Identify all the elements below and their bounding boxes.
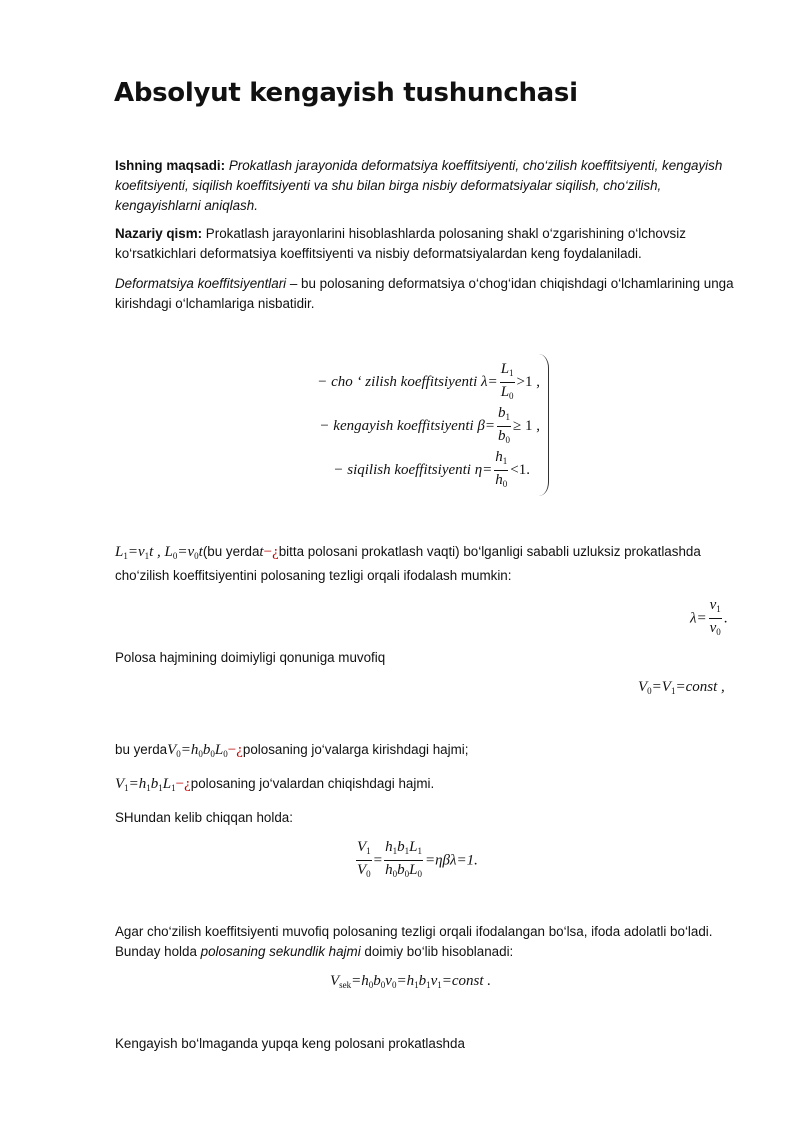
formula-compression: − siqilish koeffitsiyenti η= $\frac{h_1}{h_0}$ <1. — [270, 448, 540, 492]
fraction: $\frac{L_1}{L_0}$ — [500, 360, 514, 401]
formula-elongation: − cho ‘ zilish koeffitsiyenti λ= $\frac{L_1}{L_0}$ >1 , — [270, 360, 540, 404]
last-line: Kengayish bo‘lmaganda yupqa keng polosani prokatlashda — [115, 1036, 465, 1051]
definition-text: – bu polosaning deformatsiya o‘chog‘idan chiqishdagi o‘lchamlarining unga kirishdagi o‘lchamlariga nisbatidir. — [115, 276, 734, 311]
ratio-formula: $\frac{V_1}{V_0}$ = $\frac{h_1b_1L_1}{h_0b_0L_0}$ =ηβλ=1. — [357, 839, 478, 879]
theory-label: Nazariy qism: — [115, 226, 203, 241]
theory-paragraph — [115, 224, 735, 264]
theory-text: Prokatlash jarayonlarini hisoblashlarda polosaning shakl o‘zgarishining o‘lchovsiz ko‘rsatkichlari deformatsiya koeffitsiyenti va nisbiy deformatsiyalardan keng foydalaniladi. — [115, 226, 686, 261]
then-line: SHundan kelib chiqqan holda: — [115, 810, 293, 825]
lambda-velocity-formula: λ= $\frac{v_1}{v_0}$ . — [690, 597, 728, 637]
right-brace — [538, 354, 549, 496]
agar-paragraph: Agar cho‘zilish koeffitsiyenti muvofiq polosaning tezligi orqali ifodalangan bo‘lsa, ifoda adolatli bo‘ladi. Bunday holda polosaning sekundlik hajmi doimiy bo‘lib hisoblanadi: — [115, 924, 713, 959]
aim-text: Prokatlash jarayonida deformatsiya koeffitsiyenti, cho‘zilish koeffitsiyenti, kengayish koefitsiyenti, siqilish koeffitsiyenti va shu bilan birga nisbiy deformatsiyalar siqilish, cho‘zilish, kengayishlarni aniqlash. — [115, 158, 723, 213]
definition-paragraph — [115, 274, 735, 314]
coefficient-formulas — [270, 360, 540, 492]
velocity-paragraph: $L_1=v_1t$ , $L_0=v_0t(bu$ yerdat−¿bitta polosani prokatlash vaqti) bo‘lganligi sababli uzluksiz prokatlashda cho‘zilish koeffitsiyentini polosaning tezligi orqali ifodalash mumkin: — [115, 544, 701, 583]
v0-definition: bu $yerdaV_0=h_0b_0L_0-¿polosaning$ jo‘valarga kirishdagi hajmi; — [115, 742, 469, 759]
formula-spread: − kengayish koeffitsiyenti β= $\frac{b_1}{b_0}$ ≥ 1 , — [270, 404, 540, 448]
aim-paragraph — [115, 156, 735, 216]
second-volume-formula: $V_{sek}=h_0b_0v_0=h_1b_1v_1=const$ . — [330, 973, 492, 990]
fraction: $\frac{h_1}{h_0}$ — [495, 448, 508, 489]
volume-intro: Polosa hajmining doimiyligi qonuniga muvofiq — [115, 650, 386, 665]
volume-constant-formula: $V_0=V_1=const$ , — [638, 679, 725, 696]
page-title: Absolyut kengayish tushunchasi — [114, 78, 578, 108]
v1-definition: $V_1=h_1b_1L_1-¿polosaning$ jo‘valardan chiqishdagi hajmi. — [115, 776, 435, 793]
definition-term: Deformatsiya koeffitsiyentlari — [115, 276, 287, 291]
fraction: $\frac{b_1}{b_0}$ — [498, 404, 511, 445]
aim-label: Ishning maqsadi: — [115, 158, 226, 173]
